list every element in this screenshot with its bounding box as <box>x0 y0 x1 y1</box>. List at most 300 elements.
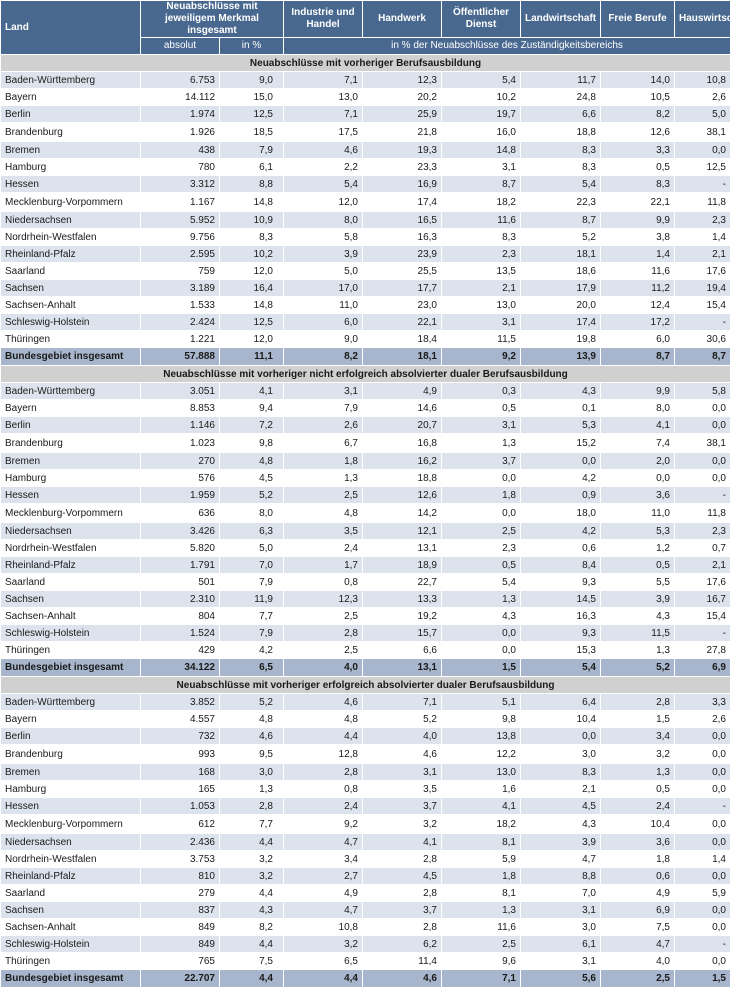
row-label: Rheinland-Pfalz <box>1 868 141 885</box>
table-cell: 1,3 <box>442 902 521 919</box>
row-label: Nordrhein-Westfalen <box>1 229 141 246</box>
total-cell: 6,9 <box>675 659 731 677</box>
table-row <box>1 297 731 314</box>
table-cell: 4,6 <box>220 728 284 745</box>
table-cell: 4,3 <box>521 815 601 834</box>
table-cell: 2,1 <box>442 280 521 297</box>
section-title: Neuabschlüsse mit vorheriger erfolgreich absolvierter dualer Berufsausbildung <box>1 677 731 694</box>
table-cell: 780 <box>141 159 220 176</box>
table-cell: 14,5 <box>521 591 601 608</box>
table-cell: 993 <box>141 745 220 764</box>
subheader-percent-note: in % der Neuabschlüsse des Zuständigkeitsbereichs <box>284 38 731 55</box>
row-label: Berlin <box>1 417 141 434</box>
table-cell: 2,5 <box>284 608 363 625</box>
table-cell: 1,4 <box>675 851 731 868</box>
table-cell: 16,5 <box>363 212 442 229</box>
table-cell: 9,3 <box>521 625 601 642</box>
table-cell: 5,0 <box>220 540 284 557</box>
table-cell: 2.595 <box>141 246 220 263</box>
table-cell: 1,3 <box>601 642 675 659</box>
table-cell: 2,8 <box>363 919 442 936</box>
table-cell: 429 <box>141 642 220 659</box>
table-cell: 16,9 <box>363 176 442 193</box>
table-cell: 13,5 <box>442 263 521 280</box>
table-cell: 849 <box>141 936 220 953</box>
table-cell: 11,0 <box>601 504 675 523</box>
table-cell: 22,7 <box>363 574 442 591</box>
table-cell: 2,1 <box>675 557 731 574</box>
table-row <box>1 400 731 417</box>
table-cell: 837 <box>141 902 220 919</box>
table-cell: 4,6 <box>284 142 363 159</box>
table-row <box>1 142 731 159</box>
row-label: Bremen <box>1 453 141 470</box>
table-cell: 13,3 <box>363 591 442 608</box>
header-freie-berufe: Freie Berufe <box>601 1 675 38</box>
table-cell: 8,3 <box>601 176 675 193</box>
table-cell: 0,0 <box>675 919 731 936</box>
table-cell: 4,8 <box>284 504 363 523</box>
table-cell: 1,8 <box>442 868 521 885</box>
table-cell: 5,9 <box>675 885 731 902</box>
table-cell: 1,2 <box>601 540 675 557</box>
table-row <box>1 902 731 919</box>
table-cell: 8,4 <box>521 557 601 574</box>
table-cell: 3,2 <box>220 868 284 885</box>
table-cell: 4,1 <box>220 383 284 400</box>
table-cell: 13,1 <box>363 540 442 557</box>
row-label: Bayern <box>1 711 141 728</box>
table-header <box>1 1 751 55</box>
table-cell: 9,6 <box>442 953 521 970</box>
table-cell: 0,9 <box>521 487 601 504</box>
table-cell: 4,0 <box>601 953 675 970</box>
table-cell: 0,0 <box>675 953 731 970</box>
table-cell: 0,0 <box>675 400 731 417</box>
table-cell: 270 <box>141 453 220 470</box>
table-cell: 2,3 <box>442 246 521 263</box>
total-cell: 7,1 <box>442 970 521 988</box>
table-cell: 6,2 <box>363 936 442 953</box>
table-cell: 3,9 <box>284 246 363 263</box>
table-cell: 4,7 <box>521 851 601 868</box>
table-cell: 8,7 <box>521 212 601 229</box>
table-cell: 4,4 <box>284 728 363 745</box>
total-label: Bundesgebiet insgesamt <box>1 970 141 988</box>
total-cell: 5,2 <box>601 659 675 677</box>
table-cell: 0,5 <box>442 400 521 417</box>
table-row <box>1 745 731 764</box>
table-cell: 1.053 <box>141 798 220 815</box>
table-cell: 4,3 <box>601 608 675 625</box>
table-cell: 2,6 <box>675 89 731 106</box>
row-label: Saarland <box>1 574 141 591</box>
table-row <box>1 608 731 625</box>
table-cell: 636 <box>141 504 220 523</box>
row-label: Saarland <box>1 885 141 902</box>
table-cell: 11,2 <box>601 280 675 297</box>
table-cell: 18,9 <box>363 557 442 574</box>
row-label: Baden-Württemberg <box>1 72 141 89</box>
table-cell: 4.557 <box>141 711 220 728</box>
table-cell: 0,0 <box>442 504 521 523</box>
table-row <box>1 781 731 798</box>
total-cell: 5,4 <box>521 659 601 677</box>
table-cell: 6,3 <box>220 523 284 540</box>
table-cell: 612 <box>141 815 220 834</box>
section-header <box>1 366 731 383</box>
total-cell: 8,2 <box>284 348 363 366</box>
table-cell: 7,9 <box>220 625 284 642</box>
table-cell: 2,8 <box>284 764 363 781</box>
row-label: Schleswig-Holstein <box>1 936 141 953</box>
row-label: Rheinland-Pfalz <box>1 246 141 263</box>
header-oeffentlicher-dienst: Öffentlicher Dienst <box>442 1 521 38</box>
table-cell: 12,8 <box>284 745 363 764</box>
header-total: Neuabschlüsse mit jeweiligem Merkmal insgesamt <box>141 1 284 38</box>
table-cell: 10,8 <box>675 72 731 89</box>
table-cell: 8,0 <box>601 400 675 417</box>
table-cell: 12,2 <box>442 745 521 764</box>
table-cell: 0,0 <box>675 781 731 798</box>
row-label: Brandenburg <box>1 745 141 764</box>
header-industrie: Industrie und Handel <box>284 1 363 38</box>
table-cell: 11,7 <box>521 72 601 89</box>
row-label: Brandenburg <box>1 123 141 142</box>
table-cell: 4,8 <box>284 711 363 728</box>
table-cell: 4,9 <box>601 885 675 902</box>
table-cell: 4,3 <box>220 902 284 919</box>
table-cell: 8,3 <box>521 159 601 176</box>
table-cell: 2,3 <box>442 540 521 557</box>
table-cell: 25,9 <box>363 106 442 123</box>
table-cell: 0,0 <box>675 417 731 434</box>
table-row <box>1 383 731 400</box>
table-cell: 38,1 <box>675 123 731 142</box>
table-cell: 438 <box>141 142 220 159</box>
table-cell: 8,3 <box>521 764 601 781</box>
table-row <box>1 229 731 246</box>
table-row <box>1 263 731 280</box>
table-row <box>1 574 731 591</box>
table-cell: 3,1 <box>442 417 521 434</box>
table-cell: 7,5 <box>601 919 675 936</box>
header-handwerk: Handwerk <box>363 1 442 38</box>
table-cell: 15,4 <box>675 608 731 625</box>
table-cell: 5,8 <box>284 229 363 246</box>
table-cell: 3,6 <box>601 487 675 504</box>
total-row <box>1 348 731 366</box>
table-cell: 13,0 <box>284 89 363 106</box>
table-cell: 3,6 <box>601 834 675 851</box>
section-title: Neuabschlüsse mit vorheriger Berufsausbildung <box>1 55 731 72</box>
table-cell: 8,2 <box>220 919 284 936</box>
row-label: Mecklenburg-Vorpommern <box>1 193 141 212</box>
table-cell: 1.974 <box>141 106 220 123</box>
table-cell: 19,2 <box>363 608 442 625</box>
table-cell: 22,1 <box>601 193 675 212</box>
table-body <box>1 55 731 988</box>
table-cell: 0,0 <box>675 868 731 885</box>
row-label: Thüringen <box>1 331 141 348</box>
table-cell: 3,4 <box>284 851 363 868</box>
table-cell: 22,3 <box>521 193 601 212</box>
table-row <box>1 885 731 902</box>
table-cell: 24,8 <box>521 89 601 106</box>
table-row <box>1 504 731 523</box>
table-row <box>1 834 731 851</box>
table-cell: 8,1 <box>442 834 521 851</box>
table-cell: 3,1 <box>521 953 601 970</box>
table-cell: 4,6 <box>284 694 363 711</box>
table-cell: 0,0 <box>521 453 601 470</box>
table-cell: 9,8 <box>442 711 521 728</box>
table-cell: 2,4 <box>601 798 675 815</box>
table-cell: 2,5 <box>442 523 521 540</box>
table-cell: 5,8 <box>675 383 731 400</box>
table-row <box>1 798 731 815</box>
row-label: Hamburg <box>1 781 141 798</box>
table-cell: 1,8 <box>442 487 521 504</box>
table-cell: 2,4 <box>284 798 363 815</box>
table-cell: 5,2 <box>220 694 284 711</box>
table-cell: 18,1 <box>521 246 601 263</box>
table-cell: 22,1 <box>363 314 442 331</box>
total-label: Bundesgebiet insgesamt <box>1 659 141 677</box>
table-cell: 1.791 <box>141 557 220 574</box>
row-label: Hamburg <box>1 470 141 487</box>
table-cell: 3,4 <box>601 728 675 745</box>
table-cell: 17,0 <box>284 280 363 297</box>
table-cell: 6,1 <box>220 159 284 176</box>
row-label: Baden-Württemberg <box>1 383 141 400</box>
table-cell: 0,5 <box>601 557 675 574</box>
table-row <box>1 212 731 229</box>
table-cell: 2,0 <box>601 453 675 470</box>
table-cell: 9,3 <box>521 574 601 591</box>
total-cell: 22.707 <box>141 970 220 988</box>
table-cell: 0,3 <box>442 383 521 400</box>
table-cell: 3,1 <box>442 159 521 176</box>
table-cell: 2,7 <box>284 868 363 885</box>
table-cell: 11,9 <box>220 591 284 608</box>
table-cell: 0,5 <box>601 781 675 798</box>
table-cell: 1,3 <box>220 781 284 798</box>
table-cell: 12,3 <box>284 591 363 608</box>
table-cell: 3,2 <box>363 815 442 834</box>
total-cell: 57.888 <box>141 348 220 366</box>
table-cell: 1,3 <box>284 470 363 487</box>
table-cell: 9,8 <box>220 434 284 453</box>
table-cell: 4,5 <box>521 798 601 815</box>
table-cell: 15,7 <box>363 625 442 642</box>
table-cell: 1.926 <box>141 123 220 142</box>
table-cell: 1.167 <box>141 193 220 212</box>
table-cell: 4,5 <box>363 868 442 885</box>
table-cell: 0,0 <box>521 728 601 745</box>
table-cell: 2,8 <box>601 694 675 711</box>
total-cell: 18,1 <box>363 348 442 366</box>
table-cell: 0,0 <box>442 625 521 642</box>
table-cell: 5,2 <box>220 487 284 504</box>
table-cell: 4,2 <box>521 470 601 487</box>
table-cell: 3.426 <box>141 523 220 540</box>
table-cell: 19,7 <box>442 106 521 123</box>
table-cell: 3,0 <box>521 745 601 764</box>
table-cell: 20,0 <box>521 297 601 314</box>
section-title: Neuabschlüsse mit vorheriger nicht erfolgreich absolvierter dualer Berufsausbildung <box>1 366 731 383</box>
table-cell: 12,5 <box>675 159 731 176</box>
table-cell: 804 <box>141 608 220 625</box>
table-cell: 2,8 <box>284 625 363 642</box>
table-cell: 12,5 <box>220 314 284 331</box>
table-cell: 4,9 <box>284 885 363 902</box>
table-cell: 3.051 <box>141 383 220 400</box>
table-cell: 12,0 <box>284 193 363 212</box>
table-cell: 0,5 <box>601 159 675 176</box>
subheader-absolut: absolut <box>141 38 220 55</box>
table-cell: 2,1 <box>521 781 601 798</box>
row-label: Brandenburg <box>1 434 141 453</box>
table-row <box>1 557 731 574</box>
table-cell: 17,6 <box>675 263 731 280</box>
subheader-percent: in % <box>220 38 284 55</box>
table-cell: 11,5 <box>601 625 675 642</box>
table-cell: 5,3 <box>601 523 675 540</box>
table-cell: 4,1 <box>442 798 521 815</box>
table-cell: 165 <box>141 781 220 798</box>
table-cell: 12,3 <box>363 72 442 89</box>
table-cell: 4,2 <box>521 523 601 540</box>
table-cell: 5,2 <box>521 229 601 246</box>
row-label: Sachsen <box>1 591 141 608</box>
total-cell: 4,4 <box>284 970 363 988</box>
table-cell: 14,8 <box>442 142 521 159</box>
table-cell: 0,0 <box>675 745 731 764</box>
table-cell: 12,6 <box>363 487 442 504</box>
table-cell: 5,1 <box>442 694 521 711</box>
table-cell: 8,1 <box>442 885 521 902</box>
table-cell: 17,4 <box>521 314 601 331</box>
table-cell: 5,4 <box>442 72 521 89</box>
table-cell: 13,8 <box>442 728 521 745</box>
row-label: Mecklenburg-Vorpommern <box>1 815 141 834</box>
table-cell: 7,4 <box>601 434 675 453</box>
table-cell: 18,2 <box>442 193 521 212</box>
table-cell: 2.436 <box>141 834 220 851</box>
header-landwirtschaft: Landwirtschaft <box>521 1 601 38</box>
table-row <box>1 919 731 936</box>
total-cell: 1,5 <box>442 659 521 677</box>
table-row <box>1 540 731 557</box>
row-label: Bremen <box>1 764 141 781</box>
table-cell: 3,5 <box>363 781 442 798</box>
table-row <box>1 523 731 540</box>
table-cell: 759 <box>141 263 220 280</box>
row-label: Schleswig-Holstein <box>1 625 141 642</box>
table-row <box>1 123 731 142</box>
row-label: Hamburg <box>1 159 141 176</box>
total-cell: 9,2 <box>442 348 521 366</box>
table-cell: 1,5 <box>601 711 675 728</box>
total-cell: 4,0 <box>284 659 363 677</box>
table-cell: 4,7 <box>601 936 675 953</box>
table-cell: 2,5 <box>442 936 521 953</box>
table-cell: 0,0 <box>675 834 731 851</box>
table-cell: 4,2 <box>220 642 284 659</box>
table-cell: 5,0 <box>284 263 363 280</box>
row-label: Niedersachsen <box>1 212 141 229</box>
table-cell: 16,4 <box>220 280 284 297</box>
table-cell: 4,7 <box>284 902 363 919</box>
total-cell: 5,6 <box>521 970 601 988</box>
table-cell: 0,0 <box>675 453 731 470</box>
table-cell: 16,8 <box>363 434 442 453</box>
total-cell: 4,6 <box>363 970 442 988</box>
table-cell: 12,1 <box>363 523 442 540</box>
table-cell: 7,1 <box>363 694 442 711</box>
table-cell: 27,8 <box>675 642 731 659</box>
table-cell: 13,0 <box>442 764 521 781</box>
table-cell: 4,1 <box>601 417 675 434</box>
table-cell: 6,0 <box>601 331 675 348</box>
table-cell: 9.756 <box>141 229 220 246</box>
table-row <box>1 331 731 348</box>
table-cell: 12,0 <box>220 331 284 348</box>
table-cell: 765 <box>141 953 220 970</box>
table-cell: 0,8 <box>284 781 363 798</box>
table-cell: 8,0 <box>220 504 284 523</box>
table-cell: 4,9 <box>363 383 442 400</box>
table-cell: 2,4 <box>284 540 363 557</box>
total-cell: 13,9 <box>521 348 601 366</box>
table-row <box>1 815 731 834</box>
table-cell: 11,6 <box>601 263 675 280</box>
table-cell: 3,3 <box>675 694 731 711</box>
table-cell: 10,8 <box>284 919 363 936</box>
table-cell: 16,3 <box>363 229 442 246</box>
table-cell: 5,4 <box>284 176 363 193</box>
table-cell: 6,6 <box>363 642 442 659</box>
table-cell: 732 <box>141 728 220 745</box>
table-row <box>1 642 731 659</box>
row-label: Mecklenburg-Vorpommern <box>1 504 141 523</box>
table-cell: 12,4 <box>601 297 675 314</box>
row-label: Sachsen-Anhalt <box>1 608 141 625</box>
table-cell: 3,3 <box>601 142 675 159</box>
table-cell: 23,9 <box>363 246 442 263</box>
table-row <box>1 953 731 970</box>
table-cell: 0,5 <box>442 557 521 574</box>
table-cell: 14,8 <box>220 297 284 314</box>
table-cell: 2,2 <box>284 159 363 176</box>
table-cell: 1,3 <box>442 434 521 453</box>
table-cell: 1.146 <box>141 417 220 434</box>
table-cell: 0,0 <box>442 470 521 487</box>
total-cell: 34.122 <box>141 659 220 677</box>
table-cell: 2,3 <box>675 212 731 229</box>
table-cell: 0,0 <box>601 470 675 487</box>
table-cell: 6,1 <box>521 936 601 953</box>
row-label: Nordrhein-Westfalen <box>1 851 141 868</box>
table-cell: 1.959 <box>141 487 220 504</box>
table-cell: 1,7 <box>284 557 363 574</box>
total-label: Bundesgebiet insgesamt <box>1 348 141 366</box>
table-cell: 2,6 <box>675 711 731 728</box>
table-row <box>1 711 731 728</box>
table-cell: 10,5 <box>601 89 675 106</box>
header-land: Land <box>1 1 141 55</box>
